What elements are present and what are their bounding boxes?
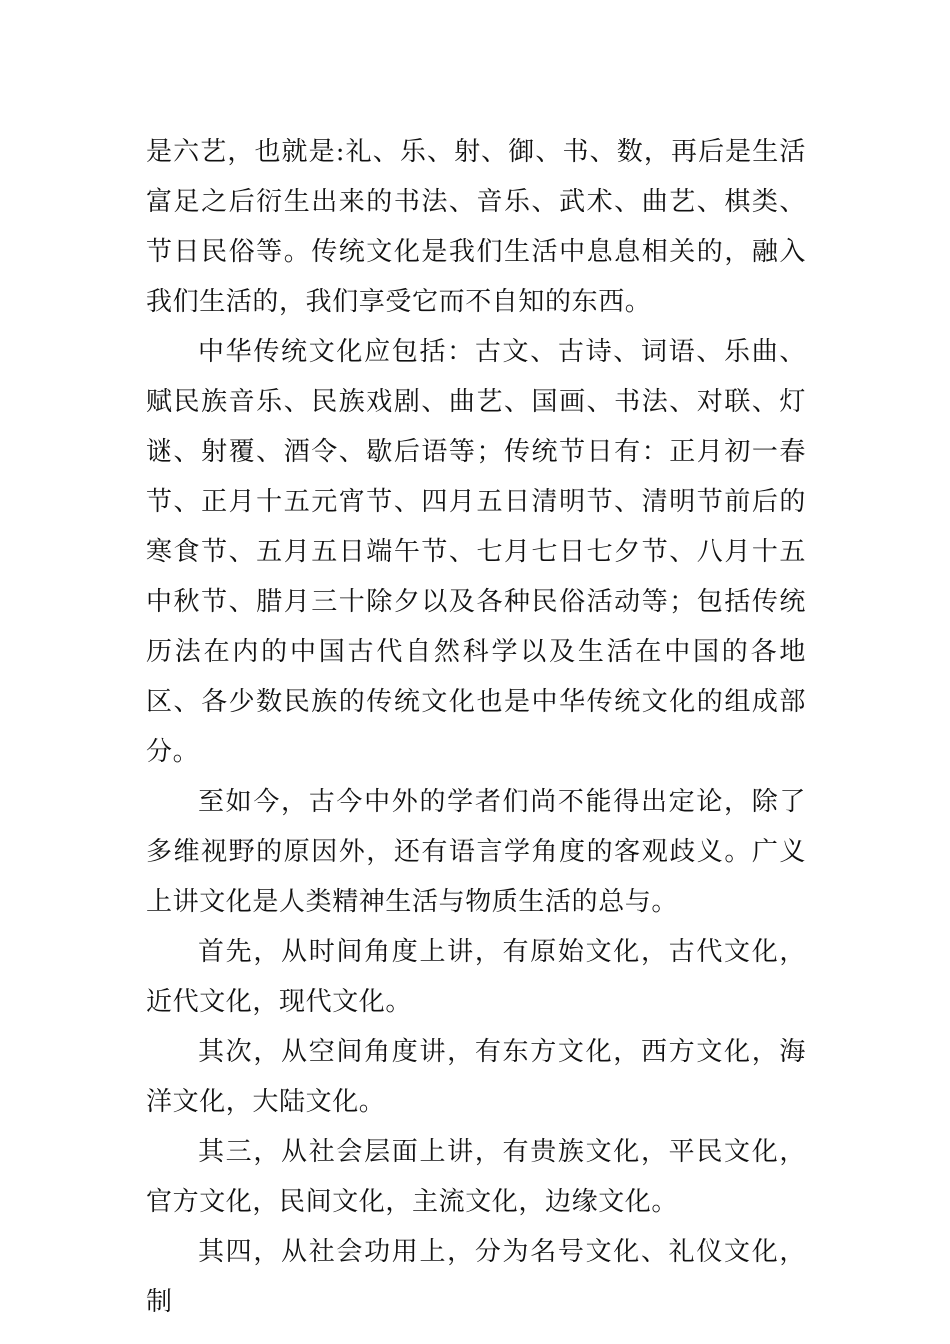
paragraph-7: 其四，从社会功用上，分为名号文化、礼仪文化，制 — [146, 1237, 806, 1317]
paragraph-4: 首先，从时间角度上讲，有原始文化，古代文化，近代文化，现代文化。 — [146, 937, 806, 1017]
document-body — [146, 127, 806, 1327]
paragraph-3: 至如今，古今中外的学者们尚不能得出定论，除了多维视野的原因外，还有语言学角度的客观歧义。广义上讲文化是人类精神生活与物质生活的总与。 — [146, 787, 806, 917]
paragraph-1: 是六艺，也就是:礼、乐、射、御、书、数，再后是生活富足之后衍生出来的书法、音乐、武术、曲艺、棋类、节日民俗等。传统文化是我们生活中息息相关的，融入我们生活的，我们享受它而不自知的东西。 — [146, 137, 806, 317]
paragraph-5: 其次，从空间角度讲，有东方文化，西方文化，海洋文化，大陆文化。 — [146, 1037, 806, 1117]
paragraph-2: 中华传统文化应包括：古文、古诗、词语、乐曲、赋民族音乐、民族戏剧、曲艺、国画、书法、对联、灯谜、射覆、酒令、歇后语等；传统节日有：正月初一春节、正月十五元宵节、四月五日清明节、清明节前后的寒食节、五月五日端午节、七月七日七夕节、八月十五中秋节、腊月三十除夕以及各种民俗活动等；包括传统历法在内的中国古代自然科学以及生活在中国的各地区、各少数民族的传统文化也是中华传统文化的组成部分。 — [146, 337, 806, 767]
paragraph-6: 其三，从社会层面上讲，有贵族文化，平民文化，官方文化，民间文化，主流文化，边缘文化。 — [146, 1137, 806, 1217]
